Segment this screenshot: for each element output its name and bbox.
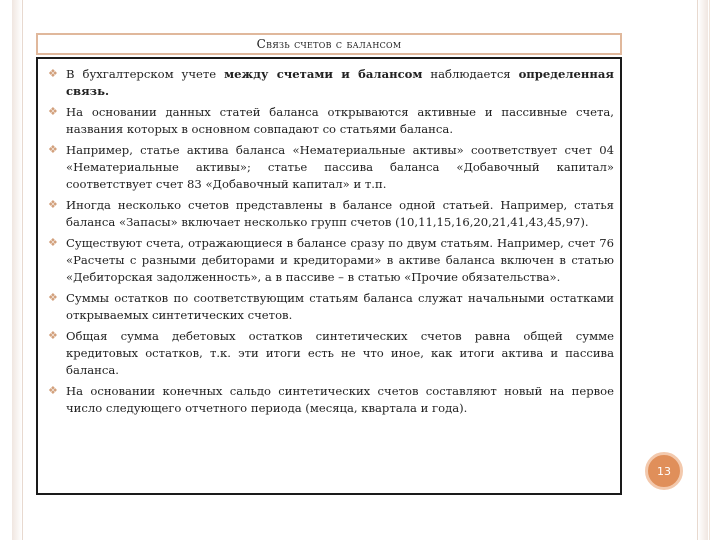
diamond-bullet-icon: ❖ <box>48 67 58 80</box>
diamond-bullet-icon: ❖ <box>48 329 58 342</box>
diamond-bullet-icon: ❖ <box>48 143 58 156</box>
diamond-bullet-icon: ❖ <box>48 384 58 397</box>
diamond-bullet-icon: ❖ <box>48 291 58 304</box>
content-area <box>36 57 622 495</box>
diamond-bullet-icon: ❖ <box>48 198 58 211</box>
slide-frame-right-outer <box>709 0 716 540</box>
bullet-list <box>38 59 620 417</box>
page-number-badge <box>645 452 683 490</box>
list-item: ❖ Например, статье актива баланса «Нематериальные активы» соответствует счет 04 «Нематериальные активы»; статье пассива баланса «Добавочный капитал» соответствует счет 83 «Добавочный капитал» и т.п. <box>48 143 614 191</box>
diamond-bullet-icon: ❖ <box>48 236 58 249</box>
slide-frame-left <box>12 0 23 540</box>
slide-frame-right <box>697 0 708 540</box>
list-item: ❖ Существуют счета, отражающиеся в балансе сразу по двум статьям. Например, счет 76 «Расчеты с разными дебиторами и кредиторами» в активе баланса включен в статью «Дебиторская задолженность», а в пассиве – в статью «Прочие обязательства». <box>48 236 614 284</box>
diamond-bullet-icon: ❖ <box>48 105 58 118</box>
list-item: ❖ На основании конечных сальдо синтетических счетов составляют новый на первое число следующего отчетного периода (месяца, квартала и года). <box>48 384 614 415</box>
list-item: ❖ Суммы остатков по соответствующим статьям баланса служат начальными остатками открываемых синтетических счетов. <box>48 291 614 322</box>
title-bar <box>36 33 622 55</box>
list-item: ❖ На основании данных статей баланса открываются активные и пассивные счета, названия которых в основном совпадают со статьями баланса. <box>48 105 614 136</box>
list-item: ❖ Общая сумма дебетовых остатков синтетических счетов равна общей сумме кредитовых остатков, т.к. эти итоги есть не что иное, как итоги актива и пассива баланса. <box>48 329 614 377</box>
list-item: ❖ Иногда несколько счетов представлены в балансе одной статьей. Например, статья баланса «Запасы» включает несколько групп счетов (10,11,15,16,20,21,41,43,45,97). <box>48 198 614 229</box>
list-item: ❖ В бухгалтерском учете между счетами и балансом наблюдается определенная связь. <box>48 67 614 98</box>
page-number: 13 <box>657 464 671 478</box>
slide-title: Связь счетов с балансом <box>256 37 402 51</box>
